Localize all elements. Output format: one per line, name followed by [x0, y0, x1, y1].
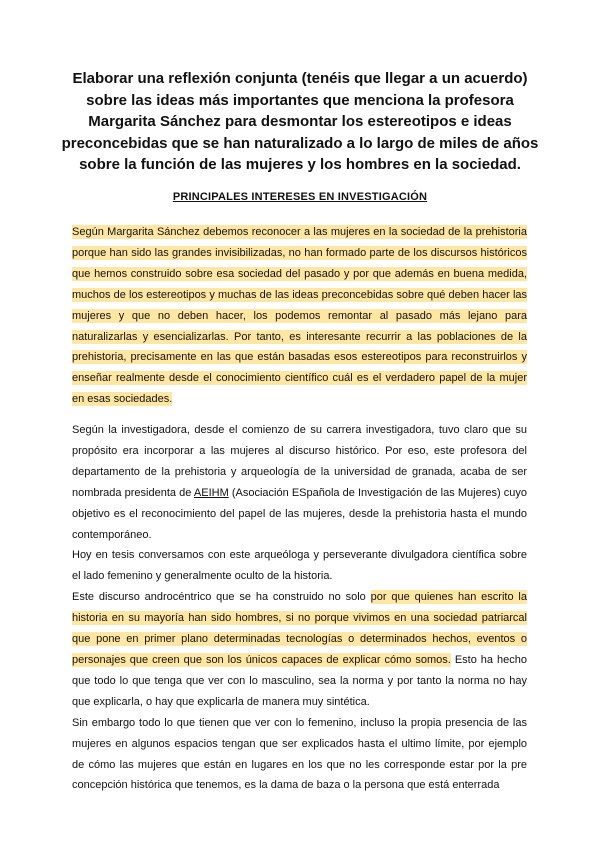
- highlight: por que quienes han escrito la historia en su mayoría han sido hombres, si no porque vivimos en una sociedad patriarcal que pone en primer plano determinadas tecnologías o determinados hechos, eventos o personajes que creen que son los únicos capaces de explicar cómo somos.: [72, 591, 527, 666]
- paragraph-highlighted-intro: [72, 222, 527, 410]
- document-title: Elaborar una reflexión conjunta (tenéis que llegar a un acuerdo) sobre las ideas más importantes que menciona la profesora Margarita Sánchez para desmontar los estereotipos e ideas preconcebidas que se han naturalizado a lo largo de miles de años sobre la función de las mujeres y los hombres en la sociedad.: [61, 70, 539, 173]
- aeihm-link[interactable]: AEIHM: [193, 486, 229, 499]
- paragraph-feminine: Sin embargo todo lo que tienen que ver con lo femenino, incluso la propia presencia de las mujeres en algunos espacios tengan que ser explicados hasta el ultimo límite, por ejemplo de cómo las mujeres que están en lugares en los que no les corresponde estar por la pre concepción histórica que tenemos, es la dama de baza o la persona que está enterrada: [72, 716, 527, 792]
- paragraph-androcentric: Este discurso androcéntrico que se ha construido no solo por que quienes han escrito la historia en su mayoría han sido hombres, si no porque vivimos en una sociedad patriarcal que pone en primer plano determinadas tecnologías o determinados hechos, eventos o personajes que creen que son los únicos capaces de explicar cómo somos. Esto ha hecho que todo lo que tenga que ver con lo masculino, sea la norma y por tanto la norma no hay que explicarla, o hay que explicarla de manera muy sintética.: [72, 591, 527, 708]
- paragraph-researcher: Según la investigadora, desde el comienzo de su carrera investigadora, tuvo claro que su propósito era incorporar a las mujeres al discurso histórico. Por eso, este profesora del departamento de la prehistoria y arqueología de la universidad de granada, acaba de ser nombrada presidenta de AEIHM (Asociación ESpañola de Investigación de las Mujeres) cuyo objetivo es el reconocimiento del papel de las mujeres, desde la prehistoria hasta el mundo contemporáneo.: [72, 424, 527, 541]
- highlight: Según Margarita Sánchez debemos reconocer a las mujeres en la sociedad de la prehistoria porque han sido las grandes invisibilizadas, no han formado parte de los discursos históricos que hemos construido sobre esa sociedad del pasado y por que además en buena medida, muchos de los estereotipos y muchas de las ideas preconcebidas sobre qué deben hacer las mujeres y que no deben hacer, los podemos remontar al pasado más lejano para naturalizarlas y esencializarlas. Por tanto, es interesante recurrir a las poblaciones de la prehistoria, precisamente en las que están basadas esos estereotipos para reconstruirlos y enseñar realmente desde el conocimiento científico cuál es el verdadero papel de la mujer en esas sociedades.: [72, 226, 527, 406]
- section-heading: PRINCIPALES INTERESES EN INVESTIGACIÓN: [172, 191, 428, 203]
- paragraph-interview: Hoy en tesis conversamos con este arqueóloga y perseverante divulgadora científica sobre el lado femenino y generalmente oculto de la historia.: [72, 549, 527, 583]
- body-text: [72, 420, 527, 796]
